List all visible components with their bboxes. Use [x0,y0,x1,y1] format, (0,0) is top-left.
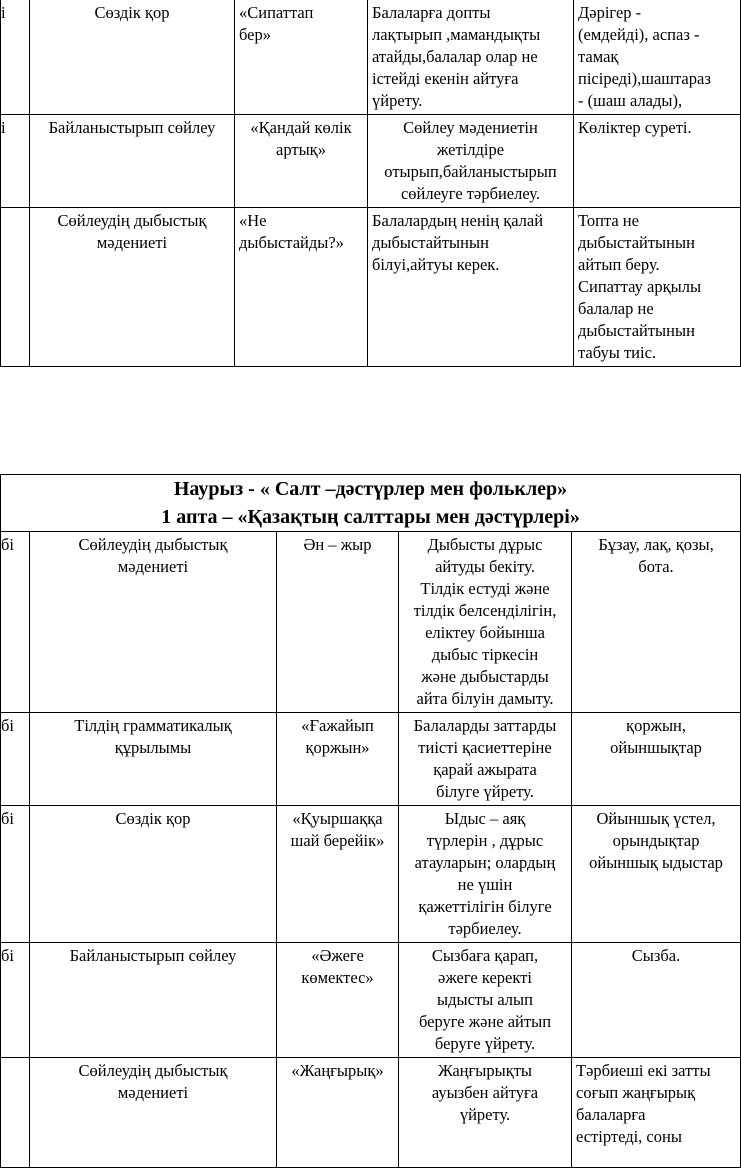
table-row [1,115,741,208]
cell-section: Байланыстырып сөйлеу [30,943,277,1058]
table-subtitle-row [1,503,741,532]
cell-section: Сөйлеудің дыбыстық мәдениеті [30,532,277,713]
cell-index: бі [1,713,30,806]
table-row [1,532,741,713]
cell-materials: Сызба. [572,943,741,1058]
cell-goal: Балаларды заттарды тиісті қасиеттеріне қарай ажырата білуге үйрету. [399,713,572,806]
cell-materials: Топта не дыбыстайтынын айтып беру. Сипаттау арқылы балалар не дыбыстайтынын табуы тиіс. [574,208,741,367]
cell-materials: Бұзау, лақ, қозы, бота. [572,532,741,713]
cell-materials: Көліктер суреті. [574,115,741,208]
cell-section: Сөздік қор [30,806,277,943]
cell-index: бі [1,943,30,1058]
cell-game: «Жаңғырық» [277,1058,399,1168]
cell-index [1,1058,30,1168]
cell-materials: Дәрігер - (емдейді), аспаз - тамақ пісіреді),шаштараз - (шаш алады), [574,0,741,115]
cell-goal: Сөйлеу мәдениетін жетілдіре отырып,байланыстырып сөйлеуге тәрбиелеу. [368,115,574,208]
table-row [1,208,741,367]
cell-section: Сөйлеудің дыбыстық мәдениеті [30,1058,277,1168]
lesson-table-march [0,474,741,1168]
cell-section: Тілдің грамматикалық құрылымы [30,713,277,806]
cell-game: «Не дыбыстайды?» [235,208,368,367]
cell-goal: Сызбаға қарап, әжеге керекті ыдысты алып беруге және айтып беруге үйрету. [399,943,572,1058]
cell-materials: Ойыншық үстел, орындықтар ойыншық ыдыстар [572,806,741,943]
table-title-row [1,475,741,504]
cell-goal: Дыбысты дұрыс айтуды бекіту. Тілдік естуді және тілдік белсенділігін, еліктеу бойынша дыбыс тіркесін және дыбыстарды айта білуін дамыту. [399,532,572,713]
cell-section: Сөйлеудің дыбыстық мәдениеті [30,208,235,367]
cell-game: «Сипаттап бер» [235,0,368,115]
table-title: Наурыз - « Салт –дәстүрлер мен фольклер» [1,475,741,504]
table-row [1,713,741,806]
table-row [1,0,741,115]
cell-goal: Жаңғырықты ауызбен айтуға үйрету. [399,1058,572,1168]
lesson-table-top [0,0,741,367]
cell-section: Сөздік қор [30,0,235,115]
cell-index: бі [1,532,30,713]
cell-goal: Балалардың ненің қалай дыбыстайтынын білуі,айтуы керек. [368,208,574,367]
table-row [1,1058,741,1168]
cell-goal: Балаларға допты лақтырып ,мамандықты атайды,балалар олар не істейді екенін айтуға үйрету. [368,0,574,115]
cell-goal: Ыдыс – аяқ түрлерін , дұрыс атауларын; олардың не үшін қажеттілігін білуге тәрбиелеу. [399,806,572,943]
table-row [1,943,741,1058]
cell-index: бі [1,806,30,943]
table-subtitle: 1 апта – «Қазақтың салттары мен дәстүрлері» [1,503,741,532]
cell-section: Байланыстырып сөйлеу [30,115,235,208]
cell-index: і [1,115,30,208]
cell-game: «Ғажайып қоржын» [277,713,399,806]
cell-materials: қоржын, ойыншықтар [572,713,741,806]
cell-index: і [1,0,30,115]
cell-game: «Әжеге көмектес» [277,943,399,1058]
cell-index [1,208,30,367]
cell-game: Ән – жыр [277,532,399,713]
cell-materials: Тәрбиеші екі затты соғып жаңғырық балаларға естіртеді, соны [572,1058,741,1168]
table-row [1,806,741,943]
cell-game: «Қандай көлік артық» [235,115,368,208]
cell-game: «Қуыршаққа шай берейік» [277,806,399,943]
